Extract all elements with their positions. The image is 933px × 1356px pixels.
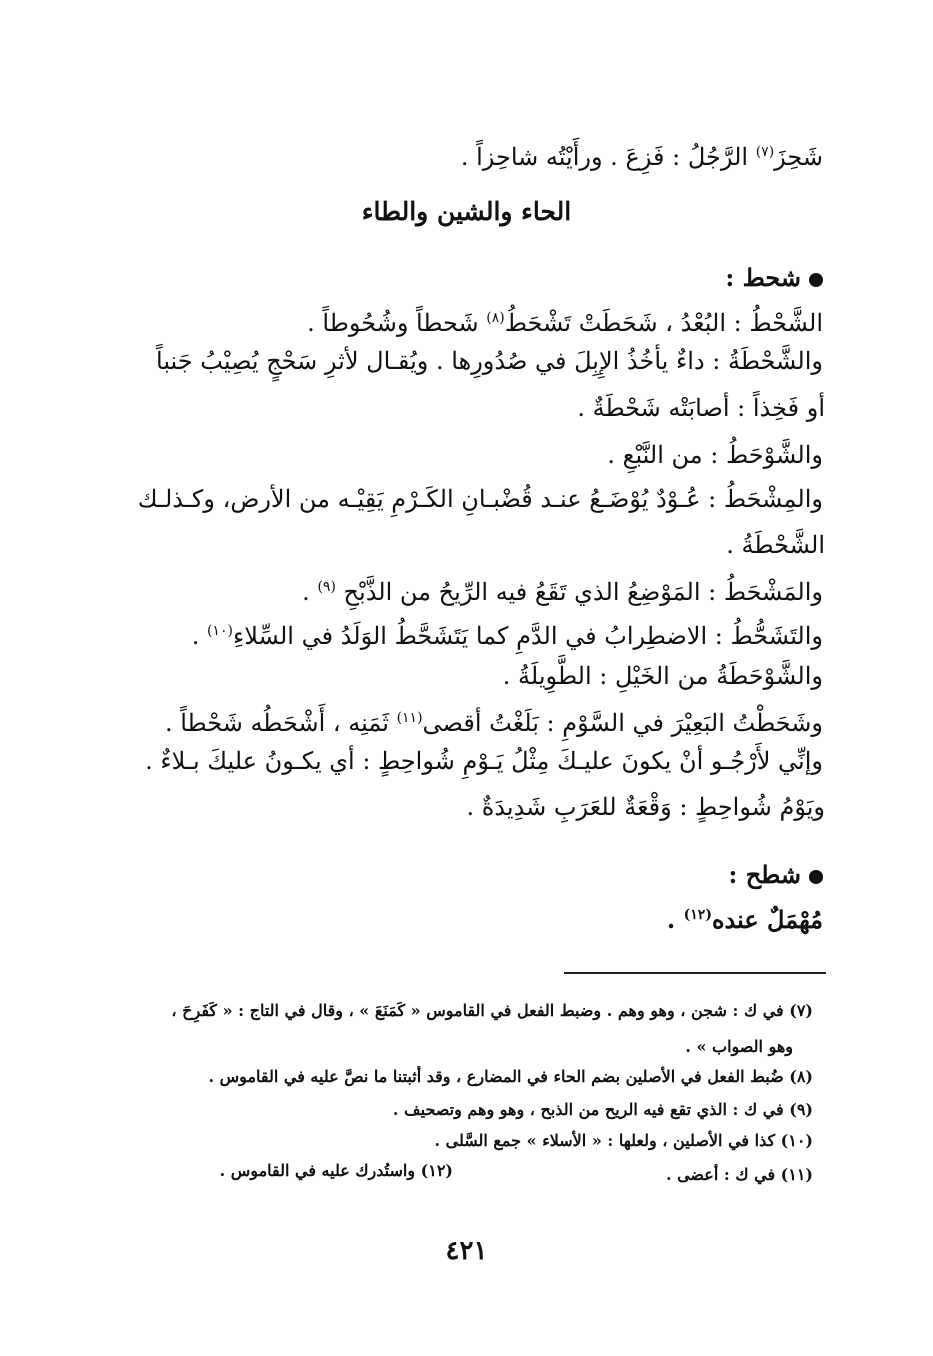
entry-line: الشَّحْطَةُ . [726, 531, 825, 559]
entry-line [667, 900, 823, 935]
footnote-ref-10: (١٠) [206, 623, 233, 639]
entry-line: ويَوْمُ شُواحِطٍ : وَقْعَةٌ للعَرَبِ شَدِيدَةٌ . [466, 793, 825, 821]
footnote-divider [564, 972, 826, 974]
section-heading: الحاء والشين والطاء [361, 197, 572, 226]
line-text: وشَحَطْتُ البَعِيْرَ في السَّوْمِ : بَلَغْتُ أقصى [422, 709, 823, 737]
top-line [461, 137, 823, 172]
footnote-9: (٩) في ك : الذي تقع فيه الريح من الذبح ، وهو وهم وتصحيف . [392, 1100, 813, 1119]
line-text: مُهْمَلٌ عنده [711, 905, 823, 934]
entry-line [165, 703, 823, 738]
line-text: شَحطاً وشُحُوطاً . [307, 309, 487, 337]
footnote-10: (١٠) كذا في الأصلين ، ولعلها : « الأسلاء » جمع السَّلى . [434, 1131, 813, 1150]
footnote-ref-7: (٧) [755, 144, 775, 160]
entry-line: والشَّوْحَطُ : من النَّبْعِ . [607, 441, 823, 469]
entry-line [192, 616, 823, 651]
entry-line: والشَّحْطَةُ : داءٌ يأخُذُ الإِبِلَ في صُدُورِها . ويُقـال لأثرِ سَحْجٍ يُصِيْبُ جَنباً [156, 347, 823, 375]
entry-line: أو فَخِذاً : أصابَتْه شَحْطَةٌ . [577, 394, 825, 422]
line-text: والتَشَحُّطُ : الاضطِرابُ في الدَّمِ كما يَتَشَحَّطُ الوَلَدُ في السِّلاءِ [232, 622, 823, 650]
entry-word: شطح : [728, 860, 801, 889]
top-line-text-a: شَحِزَ [774, 143, 823, 171]
footnote-7: (٧) في ك : شجن ، وهو وهم . وضبط الفعل في القاموس « كَمَنَعَ » ، وقال في التاج : « كَفَرِحَ ، [171, 1001, 813, 1020]
entry-line [302, 572, 823, 607]
bullet-icon [809, 273, 823, 287]
entry-line: وإنِّي لأَرْجُـو أنْ يكونَ عليـكَ مِثْلُ يَـوْمِ شُواحِطٍ : أي يكـونُ عليكَ بـلاءٌ . [145, 747, 823, 775]
page-number: ٤٢١ [445, 1236, 488, 1266]
entry-line [307, 303, 823, 338]
line-text: الشَّحْطُ : البُعْدُ ، شَحَطَتْ تَشْحَطُ [504, 309, 823, 337]
footnote-ref-8: (٨) [486, 310, 505, 326]
footnote-ref-9: (٩) [317, 579, 336, 595]
footnote-ref-12: (١٢) [683, 907, 712, 923]
entry-heading-shht [725, 263, 823, 293]
entry-word: شحط : [725, 263, 801, 292]
footnote-8: (٨) ضُبط الفعل في الأصلين بضم الحاء في المضارع ، وقد أثبتنا ما نصَّ عليه في القاموس . [208, 1067, 813, 1086]
line-text: . [191, 622, 207, 650]
line-text: . [666, 905, 684, 934]
entry-heading-shth [728, 860, 823, 890]
bullet-icon [809, 870, 823, 884]
footnote-ref-11: (١١) [396, 710, 423, 726]
line-text: ثَمَنِه ، أَشْحَطُه شَحْطاً . [164, 709, 397, 737]
footnote-12: (١٢) واستُدرك عليه في القاموس . [219, 1161, 453, 1180]
entry-line: والشَّوْحَطَةُ من الخَيْلِ : الطَّوِيلَةُ . [502, 662, 823, 690]
footnote-7-continued: وهو الصواب » . [685, 1037, 793, 1056]
line-text: . [302, 578, 318, 606]
entry-line: والمِشْحَطُ : عُـوْدٌ يُوْضَـعُ عنـد قُضْبـانِ الكَـرْمِ يَقِيْـه من الأرض، وكـذلـك [137, 485, 823, 513]
footnote-11: (١١) في ك : أعضى . [665, 1165, 813, 1184]
line-text: والمَشْحَطُ : المَوْضِعُ الذي تَقَعُ فيه الرِّيحُ من الذَّبْحِ [335, 578, 823, 606]
top-line-text-b: الرَّجُلُ : فَزِعَ . ورأَيْتُه شاحِزاً . [460, 143, 756, 171]
